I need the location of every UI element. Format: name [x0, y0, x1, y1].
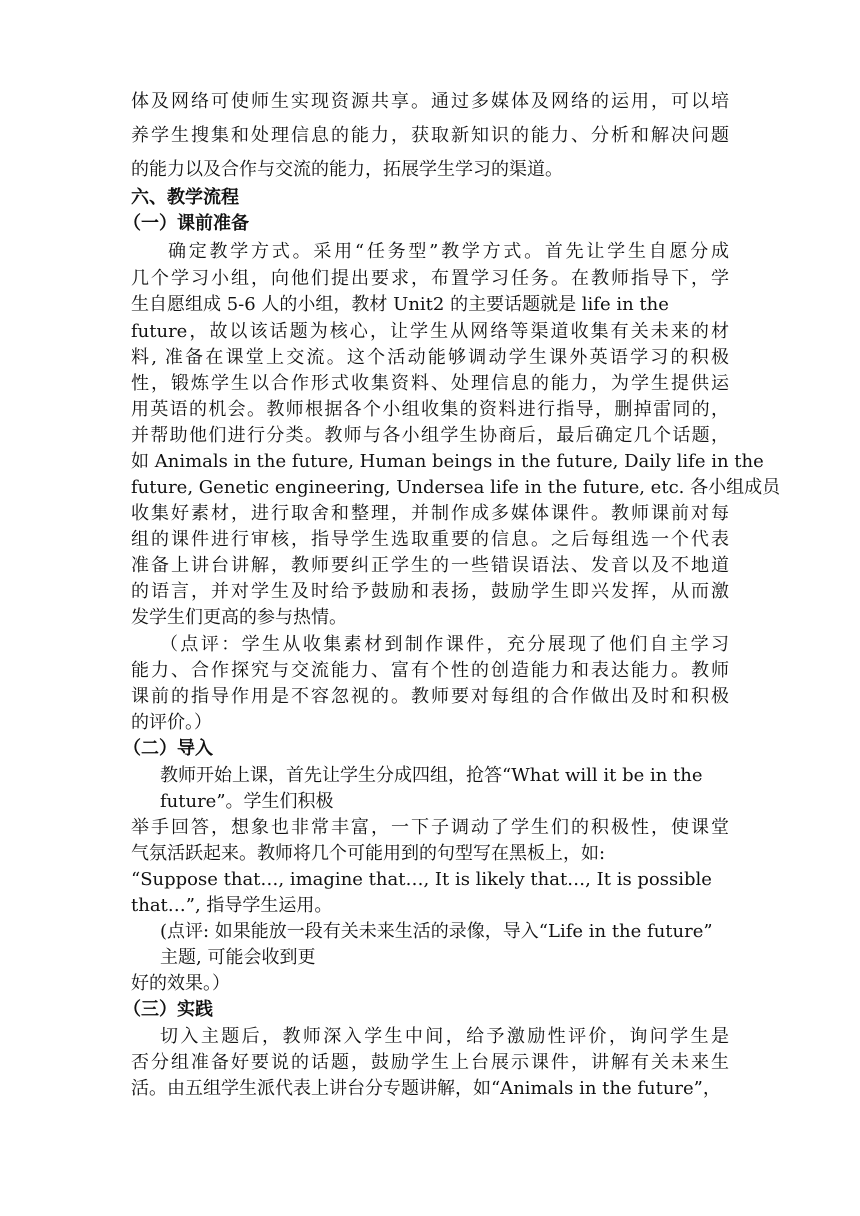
body-line: 准备上讲台讲解，教师要纠正学生的一些错误语法、发音以及不地道 — [131, 555, 729, 576]
comment-line: 能力、合作探究与交流能力、富有个性的创造能力和表达能力。教师 — [131, 660, 729, 681]
body-line: 的能力以及合作与交流的能力，拓展学生学习的渠道。 — [131, 159, 563, 180]
body-line: future, Genetic engineering, Undersea life in the future, etc. 各小组成员 — [131, 477, 781, 498]
body-line: “Suppose that…, imagine that…, It is likely that…, It is possible — [131, 869, 712, 890]
body-line: 几个学习小组，向他们提出要求，布置学习任务。在教师指导下，学 — [131, 268, 729, 289]
comment-line: 好的效果。） — [131, 973, 230, 994]
body-line: 的语言，并对学生及时给予鼓励和表扬，鼓励学生即兴发挥，从而激 — [131, 581, 729, 602]
body-line: that…”, 指导学生运用。 — [131, 895, 333, 916]
body-line: 收集好素材，进行取舍和整理，并制作成多媒体课件。教师课前对每 — [131, 503, 729, 524]
body-line: 生自愿组成 5-6 人的小组，教材 Unit2 的主要话题就是 life in the — [131, 294, 669, 315]
body-line: 活。由五组学生派代表上讲台分专题讲解，如“Animals in the future”， — [131, 1078, 721, 1099]
body-line: 发学生们更高的参与热情。 — [131, 607, 347, 628]
section-heading: 六、教学流程 — [131, 187, 239, 208]
body-line: 用英语的机会。教师根据各个小组收集的资料进行指导，删掉雷同的， — [131, 399, 729, 420]
body-line: 性，锻炼学生以合作形式收集资料、处理信息的能力，为学生提供运 — [131, 373, 729, 394]
body-line: 并帮助他们进行分类。教师与各小组学生协商后，最后确定几个话题， — [131, 425, 729, 446]
subsection-heading: （三）实践 — [123, 999, 213, 1020]
body-line: 举手回答，想象也非常丰富，一下子调动了学生们的积极性，使课堂 — [131, 817, 729, 838]
body-line: 养学生搜集和处理信息的能力，获取新知识的能力、分析和解决问题 — [131, 125, 729, 146]
body-line: 教师开始上课，首先让学生分成四组，抢答“What will it be in the — [160, 765, 703, 786]
body-line: 切入主题后，教师深入学生中间，给予激励性评价，询问学生是 — [160, 1026, 729, 1047]
body-line: 确定教学方式。采用“任务型”教学方式。首先让学生自愿分成 — [168, 241, 729, 262]
body-line: 体及网络可使师生实现资源共享。通过多媒体及网络的运用，可以培 — [131, 91, 729, 112]
body-line: 组的课件进行审核，指导学生选取重要的信息。之后每组选一个代表 — [131, 529, 729, 550]
body-line: 料, 准备在课堂上交流。这个活动能够调动学生课外英语学习的积极 — [131, 347, 729, 368]
body-line: 否分组准备好要说的话题，鼓励学生上台展示课件，讲解有关未来生 — [131, 1052, 729, 1073]
comment-line: 课前的指导作用是不容忽视的。教师要对每组的合作做出及时和积极 — [131, 686, 729, 707]
comment-line: (点评: 如果能放一段有关未来生活的录像，导入“Life in the future” — [160, 921, 713, 942]
subsection-heading: （二）导入 — [123, 738, 213, 759]
body-line: future，故以该话题为核心，让学生从网络等渠道收集有关未来的材 — [131, 321, 729, 342]
body-line: 气氛活跃起来。教师将几个可能用到的句型写在黑板上，如: — [131, 843, 606, 864]
comment-line: 主题, 可能会收到更 — [160, 947, 316, 968]
subsection-heading: （一）课前准备 — [123, 213, 249, 234]
body-line: future”。学生们积极 — [160, 791, 334, 812]
comment-line: （点评：学生从收集素材到制作课件，充分展现了他们自主学习 — [160, 634, 729, 655]
body-line: 如 Animals in the future, Human beings in the future, Daily life in the — [131, 451, 764, 472]
comment-line: 的评价。） — [131, 712, 212, 733]
